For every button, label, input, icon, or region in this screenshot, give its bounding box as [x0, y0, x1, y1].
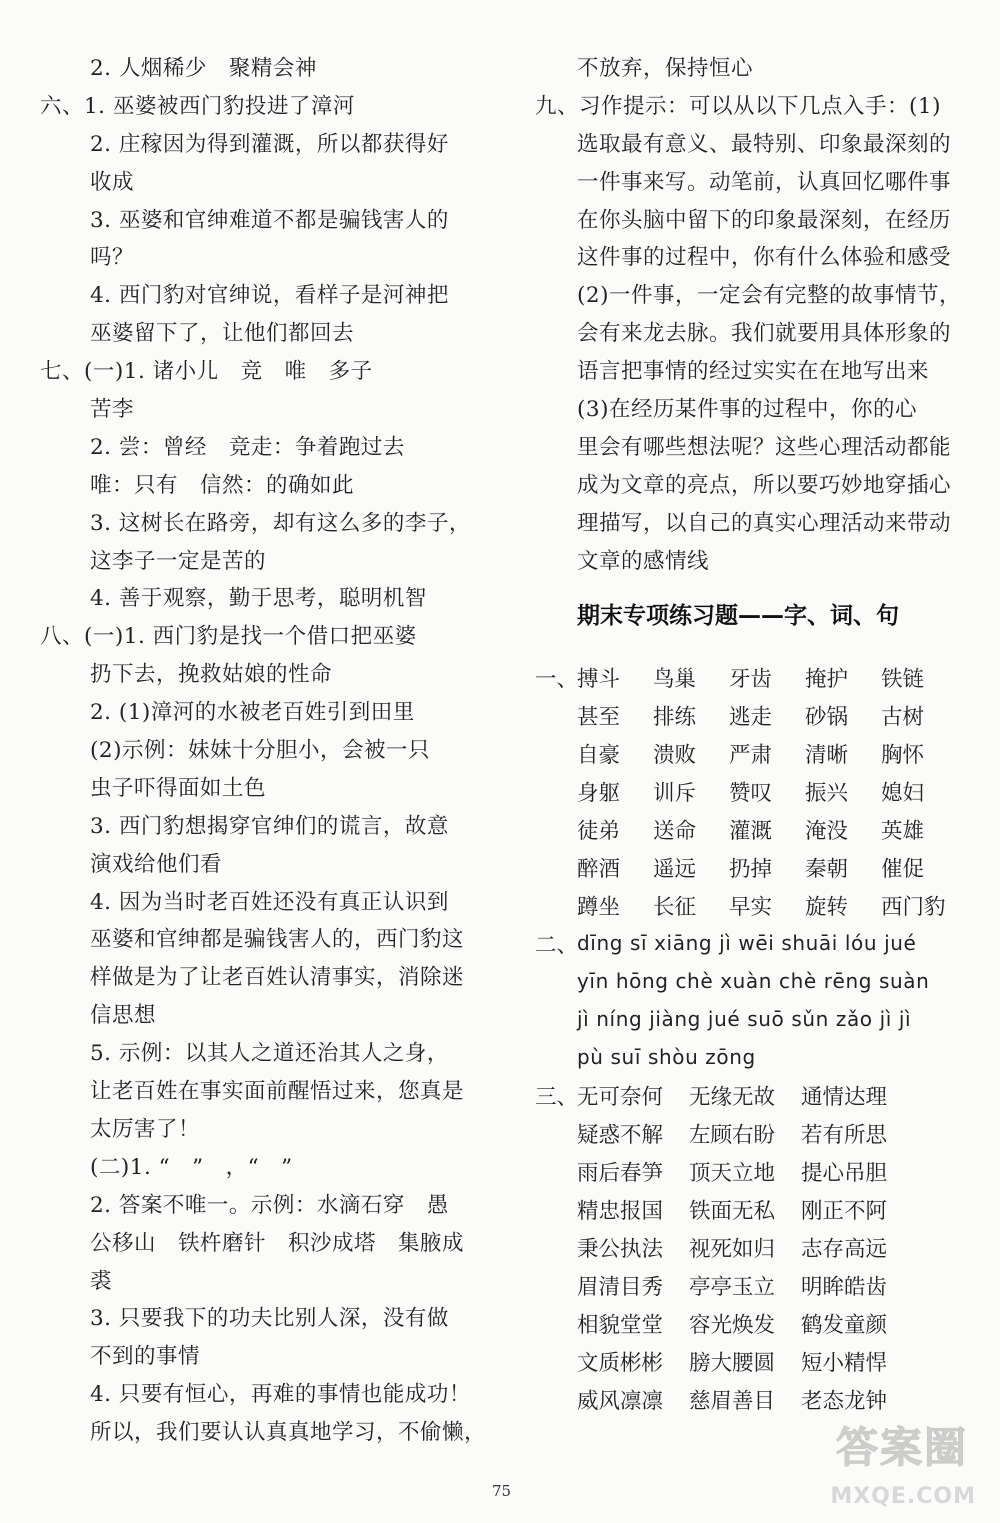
answer-line: 3. 只要我下的功夫比别人深，没有做 [90, 1306, 449, 1332]
answer-line: 一件事来写。动笔前，认真回忆哪件事 [577, 169, 952, 195]
word-cell: 若有所思 [801, 1122, 888, 1148]
word-row [535, 848, 970, 886]
answer-line: 公移山 铁杵磨针 积沙成塔 集腋成 [90, 1230, 465, 1256]
answer-line: (二)1. “ ” ，“ ” [90, 1154, 293, 1180]
pinyin-row [535, 924, 970, 962]
answer-line: 不放弃，保持恒心 [577, 56, 754, 81]
answer-line: 信思想 [90, 1003, 157, 1029]
word-cell: 催促 [881, 856, 925, 882]
word-cell: 胸怀 [881, 742, 925, 768]
word-cell: 提心吊胆 [801, 1160, 888, 1186]
answer-line: 会有来龙去脉。我们就要用具体形象的 [577, 321, 952, 347]
word-cell: 蹲坐 [577, 894, 621, 920]
answer-line: 2. (1)漳河的水被老百姓引到田里 [90, 700, 415, 726]
word-cell: 遥远 [653, 856, 697, 882]
word-cell: 雨后春笋 [577, 1160, 664, 1186]
answer-line: 理描写，以自己的真实心理活动来带动 [577, 510, 952, 536]
answer-line: (2)一件事，一定会有完整的故事情节， [577, 283, 961, 309]
answer-line: 5. 示例：以其人之道还治其人之身， [90, 1041, 449, 1067]
answer-line: (2)示例：妹妹十分胆小，会被一只 [90, 738, 430, 764]
word-row [535, 772, 970, 810]
answer-line: 4. 只要有恒心，再难的事情也能成功！ [90, 1382, 471, 1408]
word-cell: 西门豹 [881, 894, 946, 920]
word-cell: 自豪 [577, 742, 621, 768]
word-cell: 扔掉 [729, 856, 773, 882]
left-column [40, 50, 490, 1452]
word-cell: 搏斗 [577, 666, 621, 692]
pinyin-text: yīn hōng chè xuàn chè rēng suàn [577, 969, 930, 994]
word-cell: 严肃 [729, 742, 773, 768]
answer-line: 虫子吓得面如土色 [90, 775, 267, 801]
word-cell: 慈眉善目 [689, 1388, 776, 1414]
right-column-answers [535, 50, 970, 580]
word-cell: 早实 [729, 894, 773, 920]
word-cell: 亭亭玉立 [689, 1274, 776, 1300]
word-row [535, 1076, 970, 1114]
answer-line: 4. 西门豹对官绅说，看样子是河神把 [90, 283, 449, 309]
answer-line: 2. 尝：曾经 竞走：争着跑过去 [90, 434, 405, 460]
answer-line: 里会有哪些想法呢？这些心理活动都能 [577, 434, 952, 460]
word-row [535, 886, 970, 924]
answer-line: 3. 这树长在路旁，却有这么多的李子， [90, 510, 471, 536]
word-cell: 精忠报国 [577, 1198, 664, 1224]
word-cell: 威风凛凛 [577, 1388, 664, 1414]
word-cell: 疑惑不解 [577, 1122, 664, 1148]
answer-line: (3)在经历某件事的过程中，你的心 [577, 397, 917, 423]
word-cell: 鹤发童颜 [801, 1312, 888, 1338]
word-row [535, 1342, 970, 1380]
word-cell: 左顾右盼 [689, 1122, 776, 1148]
answer-line: 这李子一定是苦的 [90, 548, 267, 574]
word-cell: 醉酒 [577, 856, 621, 882]
watermark-url: MXQE.COM [830, 1484, 976, 1509]
word-cell: 媳妇 [881, 780, 925, 806]
watermark-logo-text: 答案圈 [835, 1423, 968, 1472]
word-cell: 赞叹 [729, 780, 773, 806]
word-cell: 文质彬彬 [577, 1350, 664, 1376]
answer-line: 裘 [90, 1268, 113, 1294]
pinyin-row [535, 962, 970, 1000]
pinyin-text: dīng sī xiāng jì wēi shuāi lóu jué [577, 931, 917, 956]
word-row [535, 810, 970, 848]
word-cell: 身躯 [577, 780, 621, 806]
word-cell: 相貌堂堂 [577, 1312, 664, 1338]
answer-line: 2. 庄稼因为得到灌溉，所以都获得好 [90, 131, 449, 157]
word-cell: 淹没 [805, 818, 849, 844]
word-cell: 铁面无私 [689, 1198, 776, 1224]
question-number: 二、 [535, 932, 579, 958]
word-cell: 溃败 [653, 742, 697, 768]
answer-line: 样做是为了让老百姓认清事实，消除迷 [90, 965, 465, 991]
answer-line: 这件事的过程中，你有什么体验和感受 [577, 245, 952, 271]
answer-line: 吗？ [90, 245, 135, 271]
word-row [535, 1114, 970, 1152]
word-cell: 明眸皓齿 [801, 1274, 888, 1300]
answer-line: 成为文章的亮点，所以要巧妙地穿插心 [577, 472, 952, 498]
word-cell: 鸟巢 [653, 666, 697, 692]
answer-line: 选取最有意义、最特别、印象最深刻的 [577, 131, 952, 157]
word-row [535, 1304, 970, 1342]
section-title: 期末专项练习题——字、词、句 [577, 603, 899, 630]
answer-line: 八、(一)1. 西门豹是找一个借口把巫婆 [40, 624, 417, 650]
answer-line: 不到的事情 [90, 1344, 201, 1370]
word-cell: 无缘无故 [689, 1084, 776, 1110]
word-cell: 灌溉 [729, 818, 773, 844]
answer-line: 六、1. 巫婆被西门豹投进了漳河 [40, 93, 355, 119]
word-cell: 无可奈何 [577, 1084, 664, 1110]
answer-line: 文章的感情线 [577, 548, 710, 574]
word-cell: 容光焕发 [689, 1312, 776, 1338]
word-cell: 秉公执法 [577, 1236, 664, 1262]
word-cell: 送命 [653, 818, 697, 844]
word-row [535, 734, 970, 772]
question-3-idiom-grid [535, 1076, 970, 1418]
answer-line: 3. 西门豹想揭穿官绅们的谎言，故意 [90, 813, 449, 839]
word-row [535, 1228, 970, 1266]
answer-line: 巫婆和官绅都是骗钱害人的，西门豹这 [90, 927, 465, 953]
word-cell: 长征 [653, 894, 697, 920]
word-row [535, 696, 970, 734]
word-cell: 排练 [653, 704, 697, 730]
word-cell: 逃走 [729, 704, 773, 730]
word-cell: 徒弟 [577, 818, 621, 844]
question-1-word-grid [535, 658, 970, 924]
pinyin-text: pù suī shòu zōng [577, 1045, 756, 1070]
word-row [535, 658, 970, 696]
word-cell: 训斥 [653, 780, 697, 806]
answer-line: 4. 善于观察，勤于思考，聪明机智 [90, 586, 427, 612]
answer-line: 在你头脑中留下的印象最深刻，在经历 [577, 207, 952, 233]
word-cell: 砂锅 [805, 704, 849, 730]
answer-line: 扔下去，挽救姑娘的性命 [90, 662, 333, 688]
right-column [535, 50, 970, 1418]
question-number: 一、 [535, 666, 579, 692]
word-cell: 顶天立地 [689, 1160, 776, 1186]
word-cell: 刚正不阿 [801, 1198, 888, 1224]
watermark-logo [806, 1413, 976, 1513]
word-row [535, 1266, 970, 1304]
question-number: 三、 [535, 1084, 579, 1110]
page-number: 75 [492, 1482, 512, 1500]
word-cell: 秦朝 [805, 856, 849, 882]
answer-line: 太厉害了！ [90, 1116, 201, 1142]
answer-line: 4. 因为当时老百姓还没有真正认识到 [90, 889, 449, 915]
word-cell: 短小精悍 [801, 1350, 888, 1376]
answer-line: 所以，我们要认认真真地学习，不偷懒， [90, 1420, 487, 1446]
word-cell: 清晰 [805, 742, 849, 768]
answer-line: 演戏给他们看 [90, 851, 223, 877]
pinyin-row [535, 1000, 970, 1038]
answer-line: 七、(一)1. 诸小儿 竞 唯 多子 [40, 359, 373, 385]
word-row [535, 1152, 970, 1190]
answer-line: 收成 [90, 169, 135, 195]
word-cell: 眉清目秀 [577, 1274, 664, 1300]
answer-line: 语言把事情的经过实实在在地写出来 [577, 359, 930, 385]
pinyin-row [535, 1038, 970, 1076]
word-cell: 老态龙钟 [801, 1388, 888, 1414]
word-cell: 铁链 [881, 666, 925, 692]
question-2-pinyin [535, 924, 970, 1076]
word-cell: 通情达理 [801, 1084, 888, 1110]
answer-line: 2. 人烟稀少 聚精会神 [90, 56, 317, 81]
word-cell: 志存高远 [801, 1236, 888, 1262]
answer-line: 让老百姓在事实面前醒悟过来，您真是 [90, 1079, 465, 1105]
answer-line: 2. 答案不唯一。示例：水滴石穿 愚 [90, 1192, 449, 1218]
pinyin-text: jì níng jiàng jué suō sǔn zǎo jì jì [577, 1007, 912, 1032]
word-cell: 视死如归 [689, 1236, 776, 1262]
word-cell: 旋转 [805, 894, 849, 920]
answer-line: 3. 巫婆和官绅难道不都是骗钱害人的 [90, 207, 449, 233]
word-cell: 振兴 [805, 780, 849, 806]
word-cell: 英雄 [881, 818, 925, 844]
word-row [535, 1190, 970, 1228]
answer-line: 九、习作提示：可以从以下几点入手：(1) [535, 93, 941, 119]
answer-line: 唯：只有 信然：的确如此 [90, 472, 355, 498]
word-cell: 掩护 [805, 666, 849, 692]
answer-line: 苦李 [90, 397, 135, 423]
word-cell: 牙齿 [729, 666, 773, 692]
word-cell: 膀大腰圆 [689, 1350, 776, 1376]
word-cell: 甚至 [577, 704, 621, 730]
word-cell: 古树 [881, 704, 925, 730]
answer-line: 巫婆留下了，让他们都回去 [90, 321, 355, 347]
